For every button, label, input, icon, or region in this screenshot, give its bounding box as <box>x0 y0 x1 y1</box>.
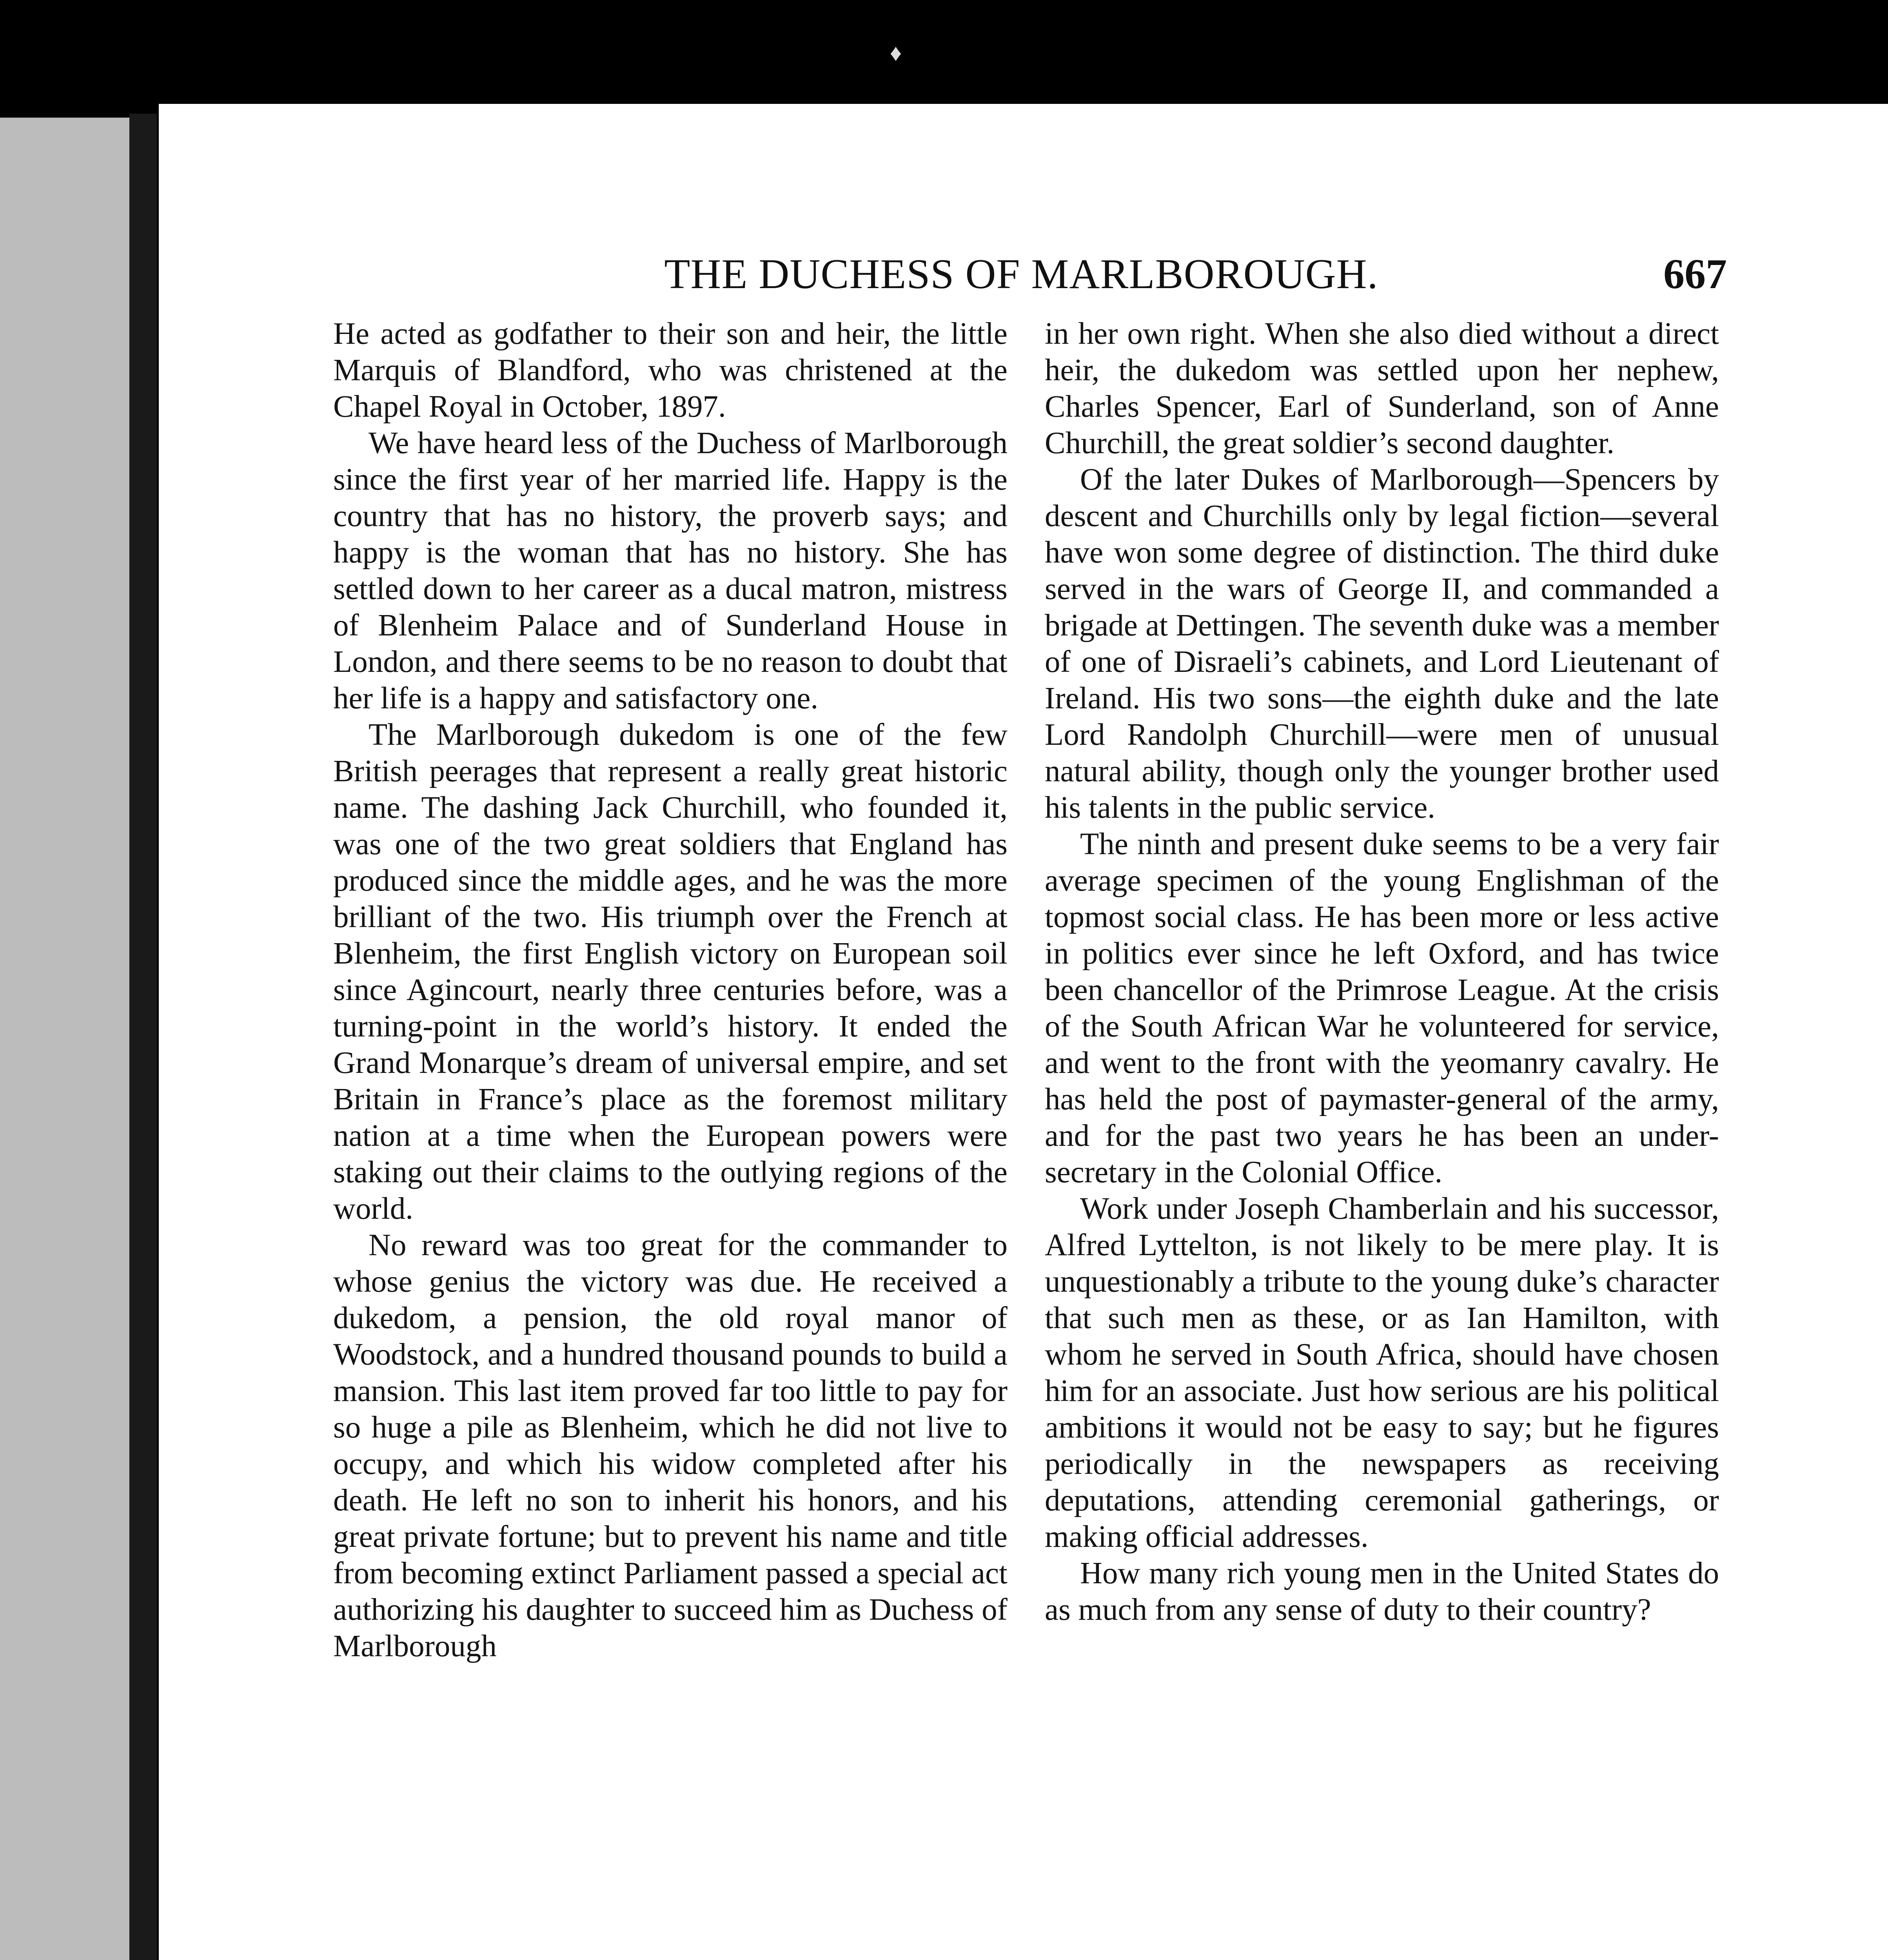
previous-page-edge <box>0 118 129 1960</box>
paragraph: Of the later Dukes of Marlborough—Spencers by descent and Churchills only by legal fiction—several have won some degree of distinction. The third duke served in the wars of George II, and commanded a brigade at Dettingen. The seventh duke was a member of one of Disraeli’s cabinets, and Lord Lieutenant of Ireland. His two sons—the eighth duke and the late Lord Randolph Churchill—were men of unusual natural ability, though only the younger brother used his talents in the public service. <box>1045 463 1719 825</box>
page-header <box>316 249 1727 300</box>
paragraph: He acted as godfather to their son and heir, the little Marquis of Blandford, who was christened at the Chapel Royal in October, 1897. <box>333 317 1008 424</box>
article-column-left <box>333 316 1008 1664</box>
paragraph: Work under Joseph Chamberlain and his successor, Alfred Lyttelton, is not likely to be mere play. It is unquestionably a tribute to the young duke’s character that such men as these, or as Ian Hamilton, with whom he served in South Africa, should have chosen him for an associate. Just how serious are his political ambitions it would not be easy to say; but he figures periodically in the newspapers as receiving deputations, attending ceremonial gatherings, or making official addresses. <box>1045 1192 1719 1554</box>
running-title: THE DUCHESS OF MARLBOROUGH. <box>664 251 1378 298</box>
page-gutter-shadow <box>129 114 157 1960</box>
paragraph: in her own right. When she also died without a direct heir, the dukedom was settled upon her nephew, Charles Spencer, Earl of Sunderland, son of Anne Churchill, the great soldier’s second daughter. <box>1045 317 1719 460</box>
page-number: 667 <box>1663 251 1727 298</box>
paragraph: The Marlborough dukedom is one of the few British peerages that represent a really great historic name. The dashing Jack Churchill, who founded it, was one of the two great soldiers that England has produced since the middle ages, and he was the more brilliant of the two. His triumph over the French at Blenheim, the first English victory on European soil since Agincourt, nearly three centuries before, was a turning-point in the world’s history. It ended the Grand Monarque’s dream of universal empire, and set Britain in France’s place as the foremost military nation at a time when the European powers were staking out their claims to the outlying regions of the world. <box>333 718 1008 1226</box>
article-column-right <box>1045 316 1719 1628</box>
paragraph: The ninth and present duke seems to be a very fair average specimen of the young Englishman of the topmost social class. He has been more or less active in politics ever since he left Oxford, and has twice been chancellor of the Primrose League. At the crisis of the South African War he volunteered for service, and went to the front with the yeomanry cavalry. He has held the post of paymaster-general of the army, and for the past two years he has been an under-secretary in the Colonial Office. <box>1045 827 1719 1189</box>
ornament-icon: ♦ <box>890 40 902 66</box>
paragraph: How many rich young men in the United States do as much from any sense of duty to their country? <box>1045 1556 1719 1627</box>
paragraph: We have heard less of the Duchess of Marlborough since the first year of her married life. Happy is the country that has no history, the proverb says; and happy is the woman that has no history. She has settled down to her career as a ducal matron, mistress of Blenheim Palace and of Sunderland House in London, and there seems to be no reason to doubt that her life is a happy and satisfactory one. <box>333 426 1008 715</box>
book-page <box>159 104 1888 1960</box>
paragraph: No reward was too great for the commander to whose genius the victory was due. He received a dukedom, a pension, the old royal manor of Woodstock, and a hundred thousand pounds to build a mansion. This last item proved far too little to pay for so huge a pile as Blenheim, which he did not live to occupy, and which his widow completed after his death. He left no son to inherit his honors, and his great private fortune; but to prevent his name and title from becoming extinct Parliament passed a special act authorizing his daughter to succeed him as Duchess of Marlborough <box>333 1228 1008 1663</box>
